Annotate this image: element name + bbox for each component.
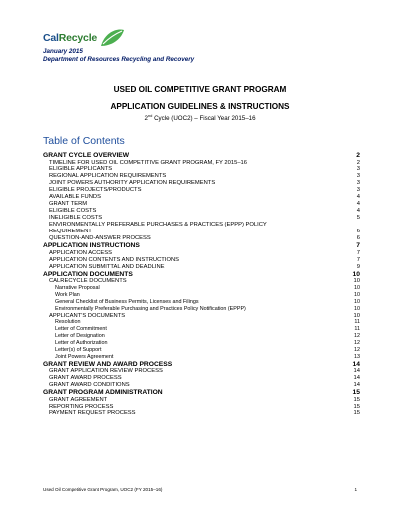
toc-entry[interactable] bbox=[43, 347, 360, 354]
toc-entry-title: CALRECYCLE DOCUMENTS bbox=[49, 278, 127, 285]
toc-entry[interactable] bbox=[43, 187, 360, 194]
toc-entry-title: GRANT CYCLE OVERVIEW bbox=[43, 152, 130, 159]
toc-entry-title: Letter of Commitment bbox=[55, 326, 107, 333]
toc-entry[interactable] bbox=[43, 326, 360, 333]
toc-entry-title: TIMELINE FOR USED OIL COMPETITIVE GRANT PROGRAM, FY 2015–16 bbox=[49, 159, 247, 166]
toc-entry-title: REQUIREMENT bbox=[49, 228, 92, 235]
toc-entry[interactable] bbox=[43, 340, 360, 347]
toc-entry-page: 15 bbox=[353, 403, 360, 410]
toc-entry-title: ELIGIBLE COSTS bbox=[49, 207, 97, 214]
toc-entry-page: 14 bbox=[353, 368, 360, 375]
toc-entry[interactable] bbox=[43, 180, 360, 187]
page-footer bbox=[43, 487, 357, 492]
toc-entry-page: 7 bbox=[356, 242, 360, 250]
toc-entry[interactable] bbox=[43, 201, 360, 208]
toc-entry-title: GRANT REVIEW AND AWARD PROCESS bbox=[43, 360, 173, 368]
toc-heading: Table of Contents bbox=[43, 135, 125, 147]
toc-entry-page: 4 bbox=[356, 207, 360, 214]
toc-entry-page: 2 bbox=[356, 159, 360, 166]
toc-entry[interactable] bbox=[43, 160, 360, 167]
toc-entry-title: Work Plan bbox=[55, 291, 80, 298]
toc-entry-title: GRANT TERM bbox=[49, 200, 88, 207]
toc-entry-title: APPLICATION DOCUMENTS bbox=[43, 270, 133, 278]
toc-entry-title: Letter(s) of Support bbox=[55, 347, 102, 354]
calrecycle-logo bbox=[43, 28, 127, 50]
guidelines-title: APPLICATION GUIDELINES & INSTRUCTIONS bbox=[110, 102, 290, 111]
toc-entry[interactable] bbox=[43, 382, 360, 389]
program-title: USED OIL COMPETITIVE GRANT PROGRAM bbox=[113, 85, 287, 94]
toc-entry-page: 15 bbox=[353, 396, 360, 403]
toc-entry-page: 10 bbox=[352, 270, 360, 278]
toc-entry[interactable] bbox=[43, 313, 360, 320]
toc-section[interactable] bbox=[43, 361, 360, 369]
toc-entry-title: GRANT APPLICATION REVIEW PROCESS bbox=[49, 368, 163, 375]
toc-entry-title: Letter of Designation bbox=[55, 333, 105, 340]
toc-entry-title: PAYMENT REQUEST PROCESS bbox=[49, 410, 136, 417]
toc-entry-title: INELIGIBLE COSTS bbox=[49, 214, 103, 221]
toc-entry-title: APPLICATION SUBMITTAL AND DEADLINE bbox=[49, 263, 165, 270]
leaf-icon bbox=[99, 28, 125, 48]
toc-entry-page: 10 bbox=[354, 305, 360, 312]
toc-entry-title: REGIONAL APPLICATION REQUIREMENTS bbox=[49, 173, 167, 180]
toc-entry-title: GRANT AWARD CONDITIONS bbox=[49, 382, 130, 389]
toc-entry-title: GRANT AGREEMENT bbox=[49, 396, 108, 403]
toc-entry-page: 3 bbox=[356, 187, 360, 194]
toc-entry[interactable] bbox=[43, 166, 360, 173]
toc-section[interactable] bbox=[43, 389, 360, 397]
toc-entry-page: 3 bbox=[356, 173, 360, 180]
toc-section[interactable] bbox=[43, 152, 360, 160]
toc-entry[interactable] bbox=[43, 404, 360, 411]
toc-entry-page: 11 bbox=[354, 326, 360, 333]
footer-title: Used Oil Competitive Grant Program, UOC2 (FY 2015–16) bbox=[43, 487, 163, 492]
toc-entry-page: 10 bbox=[353, 278, 360, 285]
toc-entry[interactable] bbox=[43, 229, 360, 236]
toc-entry[interactable] bbox=[43, 264, 360, 271]
toc-entry-page: 14 bbox=[353, 375, 360, 382]
toc-entry[interactable] bbox=[43, 208, 360, 215]
toc-entry[interactable] bbox=[43, 410, 360, 417]
toc-entry-page: 6 bbox=[356, 228, 360, 235]
toc-entry-title: APPLICATION INSTRUCTIONS bbox=[43, 242, 140, 250]
toc-entry-page: 12 bbox=[354, 340, 360, 347]
toc-entry-title: General Checklist of Business Permits, Licenses and Filings bbox=[55, 298, 199, 305]
toc-entry-title: Environmentally Preferable Purchasing and Practices Policy Notification (EPPP) bbox=[55, 305, 246, 312]
toc-entry-title: ELIGIBLE APPLICANTS bbox=[49, 166, 113, 173]
toc-entry-title: ELIGIBLE PROJECTS/PRODUCTS bbox=[49, 187, 142, 194]
cycle-subtitle: 2nd Cycle (UOC2) – Fiscal Year 2015–16 bbox=[144, 113, 256, 123]
toc-entry-page: 12 bbox=[354, 333, 360, 340]
toc-entry[interactable] bbox=[43, 333, 360, 340]
department-name: Department of Resources Recycling and Recovery bbox=[43, 56, 195, 64]
toc-entry-page: 11 bbox=[354, 319, 360, 326]
toc-entry-page: 5 bbox=[356, 214, 360, 221]
toc-entry-title: JOINT POWERS AUTHORITY APPLICATION REQUIREMENTS bbox=[49, 180, 216, 187]
toc-entry[interactable] bbox=[43, 368, 360, 375]
toc-entry[interactable] bbox=[43, 319, 360, 326]
toc-entry[interactable] bbox=[43, 292, 360, 299]
page-number: 1 bbox=[354, 487, 357, 492]
toc-entry[interactable] bbox=[43, 299, 360, 306]
toc-entry[interactable] bbox=[43, 235, 360, 242]
toc-entry[interactable] bbox=[43, 173, 360, 180]
toc-entry-title: Joint Powers Agreement bbox=[55, 353, 114, 360]
toc-entry-page: 10 bbox=[354, 291, 360, 298]
toc-entry-title: AVAILABLE FUNDS bbox=[49, 194, 101, 201]
toc-entry-page: 3 bbox=[356, 180, 360, 187]
toc-entry-page: 10 bbox=[353, 312, 360, 319]
toc-entry[interactable] bbox=[43, 250, 360, 257]
toc-entry-page: 14 bbox=[353, 382, 360, 389]
toc-entry-page: 9 bbox=[356, 263, 360, 270]
toc-entry-page: 4 bbox=[356, 200, 360, 207]
toc-entry-title: REPORTING PROCESS bbox=[49, 403, 114, 410]
toc-entry-title: Narrative Proposal bbox=[55, 285, 100, 292]
toc-entry-page: 10 bbox=[354, 285, 360, 292]
toc-entry-title: Resolution bbox=[55, 319, 81, 326]
toc-entry-title: Letter of Authorization bbox=[55, 340, 108, 347]
toc-entry[interactable] bbox=[43, 278, 360, 285]
toc-entry-title: APPLICATION ACCESS bbox=[49, 249, 113, 256]
toc-entry[interactable] bbox=[43, 215, 360, 222]
document-meta bbox=[43, 48, 194, 65]
toc-entry-page: 3 bbox=[356, 166, 360, 173]
toc-entry-title: GRANT PROGRAM ADMINISTRATION bbox=[43, 389, 163, 397]
toc-section[interactable] bbox=[43, 242, 360, 250]
toc-entry-page: 10 bbox=[354, 298, 360, 305]
toc-entry[interactable] bbox=[43, 397, 360, 404]
document-date: January 2015 bbox=[43, 48, 83, 55]
toc-entry-page: 13 bbox=[354, 353, 360, 360]
toc-entry-page: 2 bbox=[356, 152, 360, 159]
toc-entry-title: APPLICANT'S DOCUMENTS bbox=[49, 312, 126, 319]
toc-entry-page: 6 bbox=[356, 235, 360, 242]
table-of-contents bbox=[43, 152, 360, 417]
toc-entry[interactable] bbox=[43, 375, 360, 382]
toc-entry[interactable] bbox=[43, 194, 360, 201]
toc-entry-title: GRANT AWARD PROCESS bbox=[49, 375, 122, 382]
toc-entry[interactable] bbox=[43, 354, 360, 361]
toc-entry-title: APPLICATION CONTENTS AND INSTRUCTIONS bbox=[49, 256, 180, 263]
toc-entry[interactable] bbox=[43, 306, 360, 313]
logo-wordmark: CalRecycle bbox=[43, 32, 98, 44]
toc-section[interactable] bbox=[43, 271, 360, 279]
toc-entry-page: 14 bbox=[352, 360, 360, 368]
toc-entry[interactable]: ENVIRONMENTALLY PREFERABLE PURCHASES & PRACTICES (EPPP) POLICY bbox=[49, 221, 267, 228]
toc-entry[interactable] bbox=[43, 285, 360, 292]
toc-entry[interactable] bbox=[43, 257, 360, 264]
toc-entry-page: 7 bbox=[356, 256, 360, 263]
toc-entry-page: 7 bbox=[356, 249, 360, 256]
toc-entry-page: 4 bbox=[356, 194, 360, 201]
toc-entry-title: QUESTION-AND-ANSWER PROCESS bbox=[49, 235, 151, 242]
toc-entry-page: 15 bbox=[353, 410, 360, 417]
toc-entry-page: 15 bbox=[352, 389, 360, 397]
toc-entry-page: 12 bbox=[354, 347, 360, 354]
